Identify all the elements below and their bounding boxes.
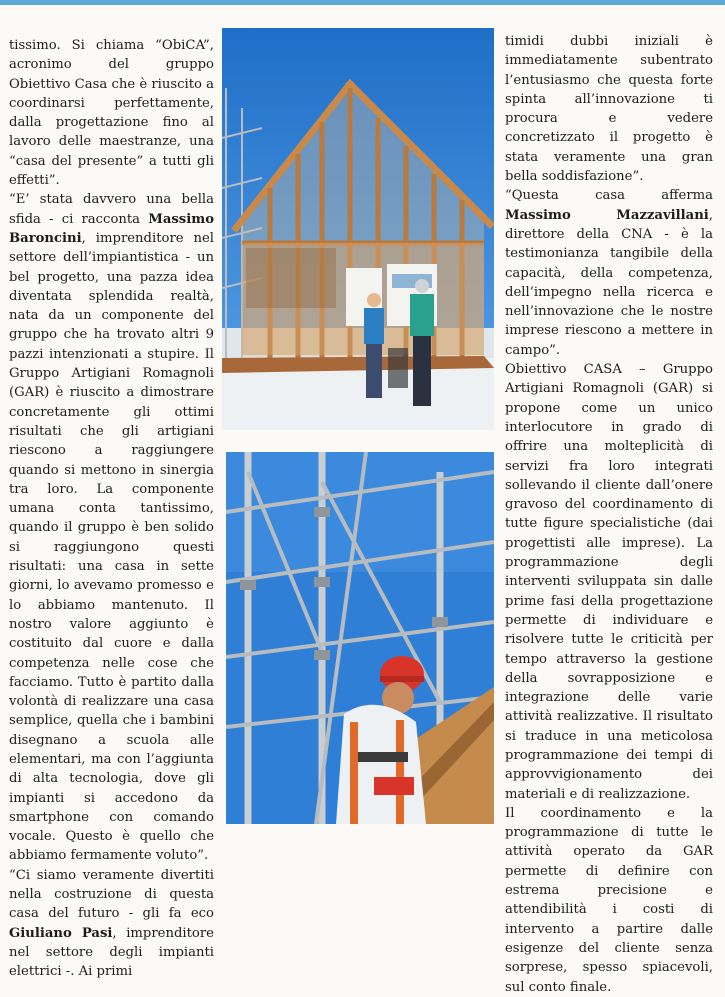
right-text-column [505, 32, 713, 997]
left-paragraph-1: tissimo. Si chiama “ObiCA”, acronimo del gruppo Obiettivo Casa che è riuscito a coordinarsi perfettamente, dalla progettazione fino al lavoro delle maestranze, una “casa del presente” a tutti gli effetti”. [9, 38, 214, 189]
right-paragraph-2 [505, 186, 713, 360]
left-paragraph-2 [9, 190, 214, 865]
left-p2-text-b: , imprenditore nel settore dell’impiantistica - un bel progetto, una pazza idea diventata splendida realtà, nata da un componente del gruppo che ha trovato altri 9 pazzi intenzionati a stupire. Il Gruppo Artigiani Romagnoli (GAR) è riuscito a dimostrare concretamente gli ottimi risultati che gli artigiani riescono a raggiungere quando si mettono in sinergia tra loro. La componente umana conta tantissimo, quando il gruppo è ben solido si raggiungono questi risultati: una casa in sette giorni, lo avevamo promesso e lo abbiamo mantenuto. Il nostro valore aggiunto è costituito dal cuore e dalla competenza nelle cose che facciamo. Tutto è partito dalla volontà di realizzare una casa semplice, quella che i bambini disegnano a scuola alle elementari, ma con l’aggiunta di alta tecnologia, dove gli impianti si accedono da smartphone con comando vocale. Questo è quello che abbiamo fermamente voluto”. [9, 230, 214, 864]
right-paragraph-4: Il coordinamento e la programmazione di tutte le attività operato da GAR permette di definire con estrema precisione e attendibilità i costi di intervento a partire dalle esigenze del cliente senza sorprese, spesso spiacevoli, sul conto finale. [505, 805, 713, 995]
left-paragraph-3 [9, 866, 214, 982]
name-giuliano-pasi: Giuliano Pasi [9, 925, 113, 941]
left-p3-text-a: “Ci siamo veramente divertiti nella costruzione di questa casa del futuro - gli fa eco [9, 867, 214, 922]
top-accent-rule [0, 0, 725, 5]
left-p2-text-a: “E’ stata davvero una bella sfida - ci racconta [9, 192, 214, 227]
right-p2-text-b: , direttore della CNA - è la testimonianza tangibile della capacità, della competenza, dell’impegno nella ricerca e nell’innovazione che le nostre imprese riescono a mettere in campo”. [505, 207, 713, 358]
left-p3-text-b: , imprenditore nel settore degli impianti elettrici -. Ai primi [9, 925, 214, 980]
photo-timber-house-frame [222, 28, 494, 430]
photo-scaffolding-worker [226, 452, 494, 824]
right-paragraph-1: timidi dubbi iniziali è immediatamente subentrato l’entusiasmo che questa forte spinta all’innovazione ti procura e vedere concretizzato il progetto è stata veramente una gran bella soddisfazione”. [505, 34, 713, 185]
name-massimo-mazzavillani: Massimo Mazzavillani [505, 207, 709, 223]
right-p2-text-a: “Questa casa afferma [505, 188, 713, 204]
right-paragraph-3: Obiettivo CASA – Gruppo Artigiani Romagnoli (GAR) si propone come un unico interlocutore in grado di offrire una molteplicità di servizi fra loro integrati sollevando il cliente dall’onere gravoso del coordinamento di tutte figure specialistiche (dai progettisti alle imprese). La programmazione degli interventi sviluppata sin dalle prime fasi della progettazione permette di individuare e risolvere tutte le criticità per tempo attraverso la gestione della sovrapposizione e integrazione delle varie attività realizzative. Il risultato si traduce in una meticolosa programmazione dei tempi di approvvigionamento dei materiali e di realizzazione. [505, 362, 713, 802]
name-massimo-baroncini: Massimo Baroncini [9, 211, 214, 246]
left-text-column [9, 36, 214, 982]
